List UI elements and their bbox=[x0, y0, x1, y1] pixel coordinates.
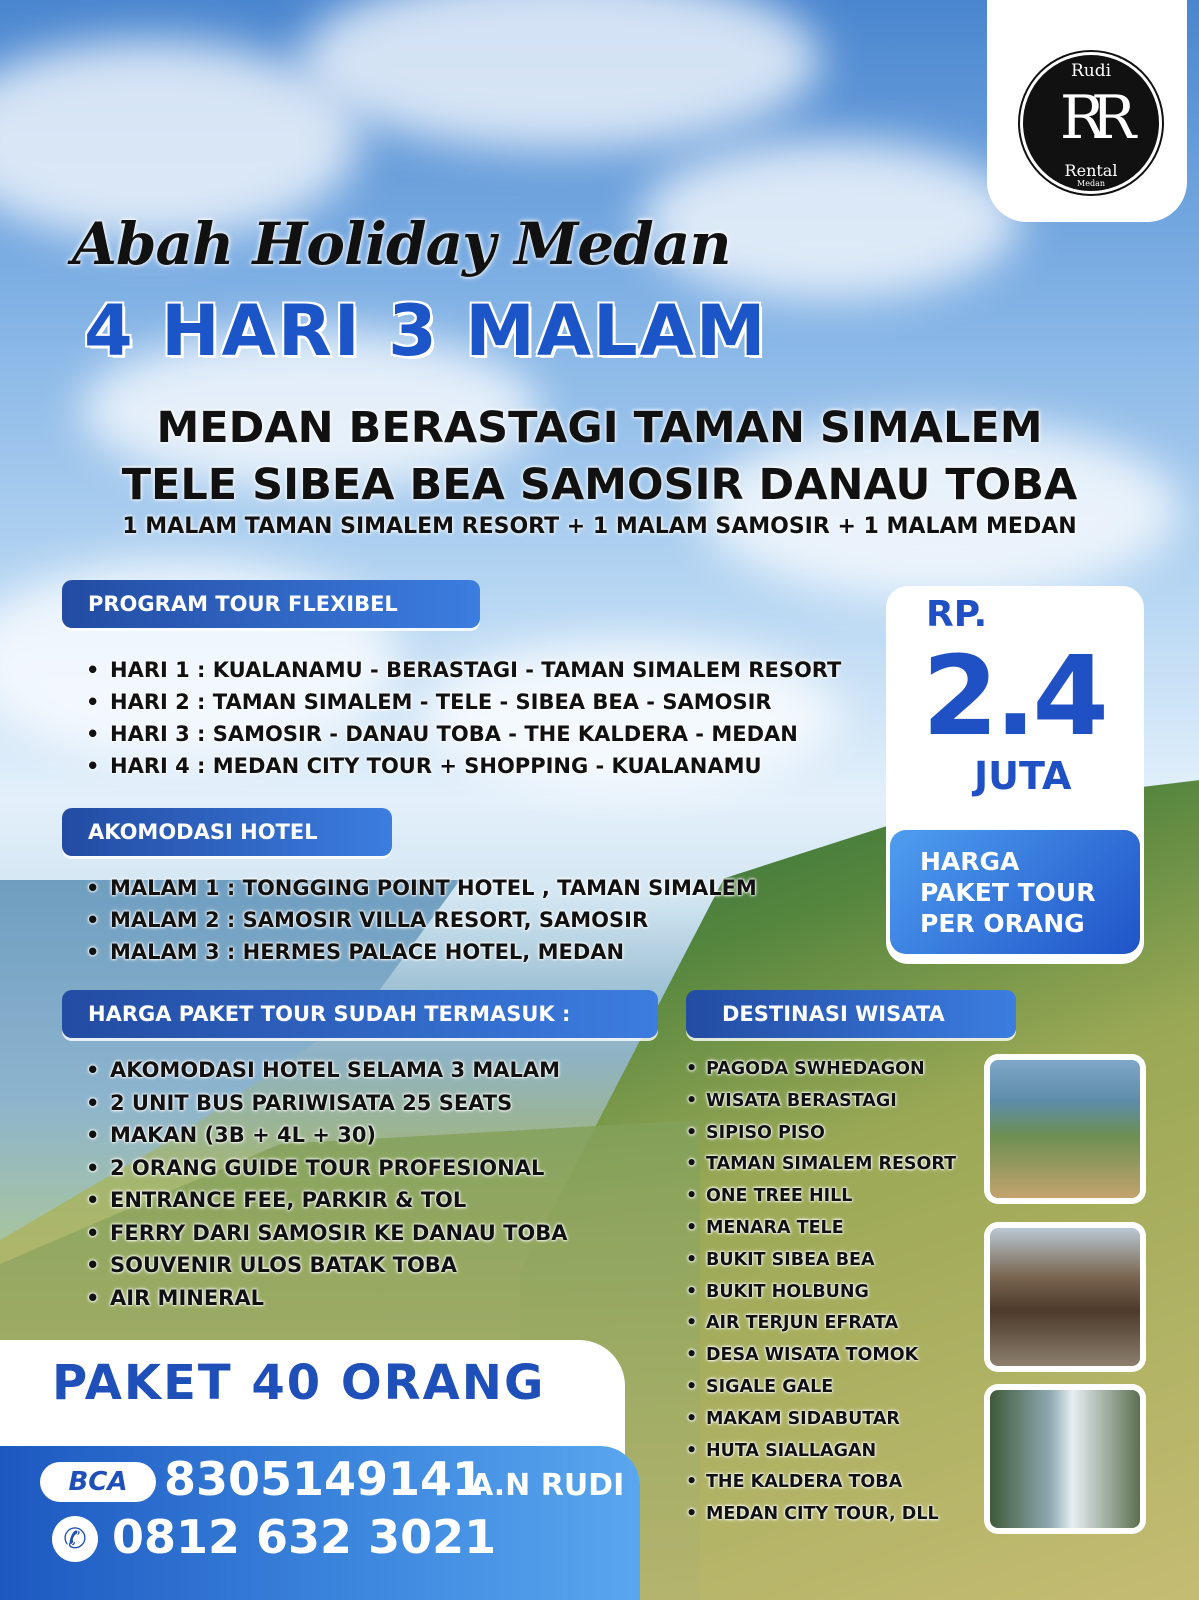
list-item: • HARI 3 : SAMOSIR - DANAU TOBA - THE KALDERA - MEDAN bbox=[84, 718, 841, 750]
account-number: 8305149141 bbox=[164, 1452, 485, 1506]
phone-number: 0812 632 3021 bbox=[112, 1510, 497, 1564]
list-item: • TAMAN SIMALEM RESORT bbox=[684, 1149, 956, 1181]
destinations-heading: DESTINASI WISATA bbox=[686, 990, 1016, 1038]
price-label bbox=[890, 830, 1140, 954]
hotel-heading: AKOMODASI HOTEL bbox=[62, 808, 392, 856]
price-label-line: PER ORANG bbox=[920, 909, 1085, 938]
program-heading: PROGRAM TOUR FLEXIBEL bbox=[62, 580, 480, 628]
list-item: • HUTA SIALLAGAN bbox=[684, 1436, 956, 1468]
list-item: • AKOMODASI HOTEL SELAMA 3 MALAM bbox=[84, 1054, 568, 1087]
price-card bbox=[886, 586, 1144, 964]
price-currency: RP. bbox=[926, 594, 988, 635]
includes-list bbox=[84, 1054, 568, 1314]
list-item: • MALAM 3 : HERMES PALACE HOTEL, MEDAN bbox=[84, 936, 757, 968]
list-item: • MALAM 2 : SAMOSIR VILLA RESORT, SAMOSIR bbox=[84, 904, 757, 936]
list-item: • SIGALE GALE bbox=[684, 1372, 956, 1404]
program-list bbox=[84, 654, 841, 782]
list-item: • BUKIT HOLBUNG bbox=[684, 1277, 956, 1309]
includes-heading: HARGA PAKET TOUR SUDAH TERMASUK : bbox=[62, 990, 658, 1038]
list-item: • 2 UNIT BUS PARIWISATA 25 SEATS bbox=[84, 1087, 568, 1120]
list-item: • FERRY DARI SAMOSIR KE DANAU TOBA bbox=[84, 1217, 568, 1250]
list-item: • DESA WISATA TOMOK bbox=[684, 1340, 956, 1372]
destinations-list bbox=[684, 1054, 956, 1531]
rudi-rental-logo bbox=[987, 0, 1187, 222]
logo-city-text: Medan bbox=[1077, 179, 1105, 188]
bca-logo-icon bbox=[40, 1462, 156, 1502]
brand-script-title: Abah Holiday Medan bbox=[72, 210, 731, 278]
list-item: • AIR TERJUN EFRATA bbox=[684, 1308, 956, 1340]
list-item: • MAKAN (3B + 4L + 30) bbox=[84, 1119, 568, 1152]
logo-bottom-text: Rental bbox=[1064, 161, 1118, 180]
bank-name: BCA bbox=[68, 1467, 128, 1497]
account-name: A.N RUDI bbox=[470, 1468, 625, 1503]
list-item: • MEDAN CITY TOUR, DLL bbox=[684, 1499, 956, 1531]
list-item: • HARI 4 : MEDAN CITY TOUR + SHOPPING - KUALANAMU bbox=[84, 750, 841, 782]
package-label: PAKET 40 ORANG bbox=[52, 1355, 546, 1411]
list-item: • MAKAM SIDABUTAR bbox=[684, 1404, 956, 1436]
price-amount: 2.4 bbox=[922, 632, 1105, 760]
price-label-line: HARGA bbox=[920, 847, 1020, 876]
list-item: • 2 ORANG GUIDE TOUR PROFESIONAL bbox=[84, 1152, 568, 1185]
route-line-2: TELE SIBEA BEA SAMOSIR DANAU TOBA bbox=[121, 460, 1078, 510]
list-item: • MALAM 1 : TONGGING POINT HOTEL , TAMAN SIMALEM bbox=[84, 872, 757, 904]
list-item: • ONE TREE HILL bbox=[684, 1181, 956, 1213]
list-item: • MENARA TELE bbox=[684, 1213, 956, 1245]
phone-icon: ✆ bbox=[52, 1516, 98, 1562]
list-item: • SOUVENIR ULOS BATAK TOBA bbox=[84, 1249, 568, 1282]
logo-top-text: Rudi bbox=[1070, 61, 1112, 81]
price-unit: JUTA bbox=[974, 754, 1072, 798]
list-item: • HARI 2 : TAMAN SIMALEM - TELE - SIBEA BEA - SAMOSIR bbox=[84, 686, 841, 718]
photo-lake-view bbox=[984, 1054, 1146, 1204]
logo-emblem bbox=[1020, 52, 1162, 194]
hotel-list bbox=[84, 872, 757, 968]
photo-batak-village bbox=[984, 1222, 1146, 1372]
list-item: • SIPISO PISO bbox=[684, 1118, 956, 1150]
duration-title: 4 HARI 3 MALAM bbox=[84, 290, 768, 372]
photo-waterfall bbox=[984, 1384, 1146, 1534]
list-item: • BUKIT SIBEA BEA bbox=[684, 1245, 956, 1277]
list-item: • WISATA BERASTAGI bbox=[684, 1086, 956, 1118]
list-item: • THE KALDERA TOBA bbox=[684, 1467, 956, 1499]
route-line-1: MEDAN BERASTAGI TAMAN SIMALEM bbox=[156, 403, 1043, 453]
list-item: • AIR MINERAL bbox=[84, 1282, 568, 1315]
list-item: • HARI 1 : KUALANAMU - BERASTAGI - TAMAN SIMALEM RESORT bbox=[84, 654, 841, 686]
logo-mark: RR bbox=[1059, 83, 1123, 153]
list-item: • ENTRANCE FEE, PARKIR & TOL bbox=[84, 1184, 568, 1217]
price-label-line: PAKET TOUR bbox=[920, 878, 1096, 907]
route-nights: 1 MALAM TAMAN SIMALEM RESORT + 1 MALAM SAMOSIR + 1 MALAM MEDAN bbox=[122, 514, 1077, 539]
list-item: • PAGODA SWHEDAGON bbox=[684, 1054, 956, 1086]
